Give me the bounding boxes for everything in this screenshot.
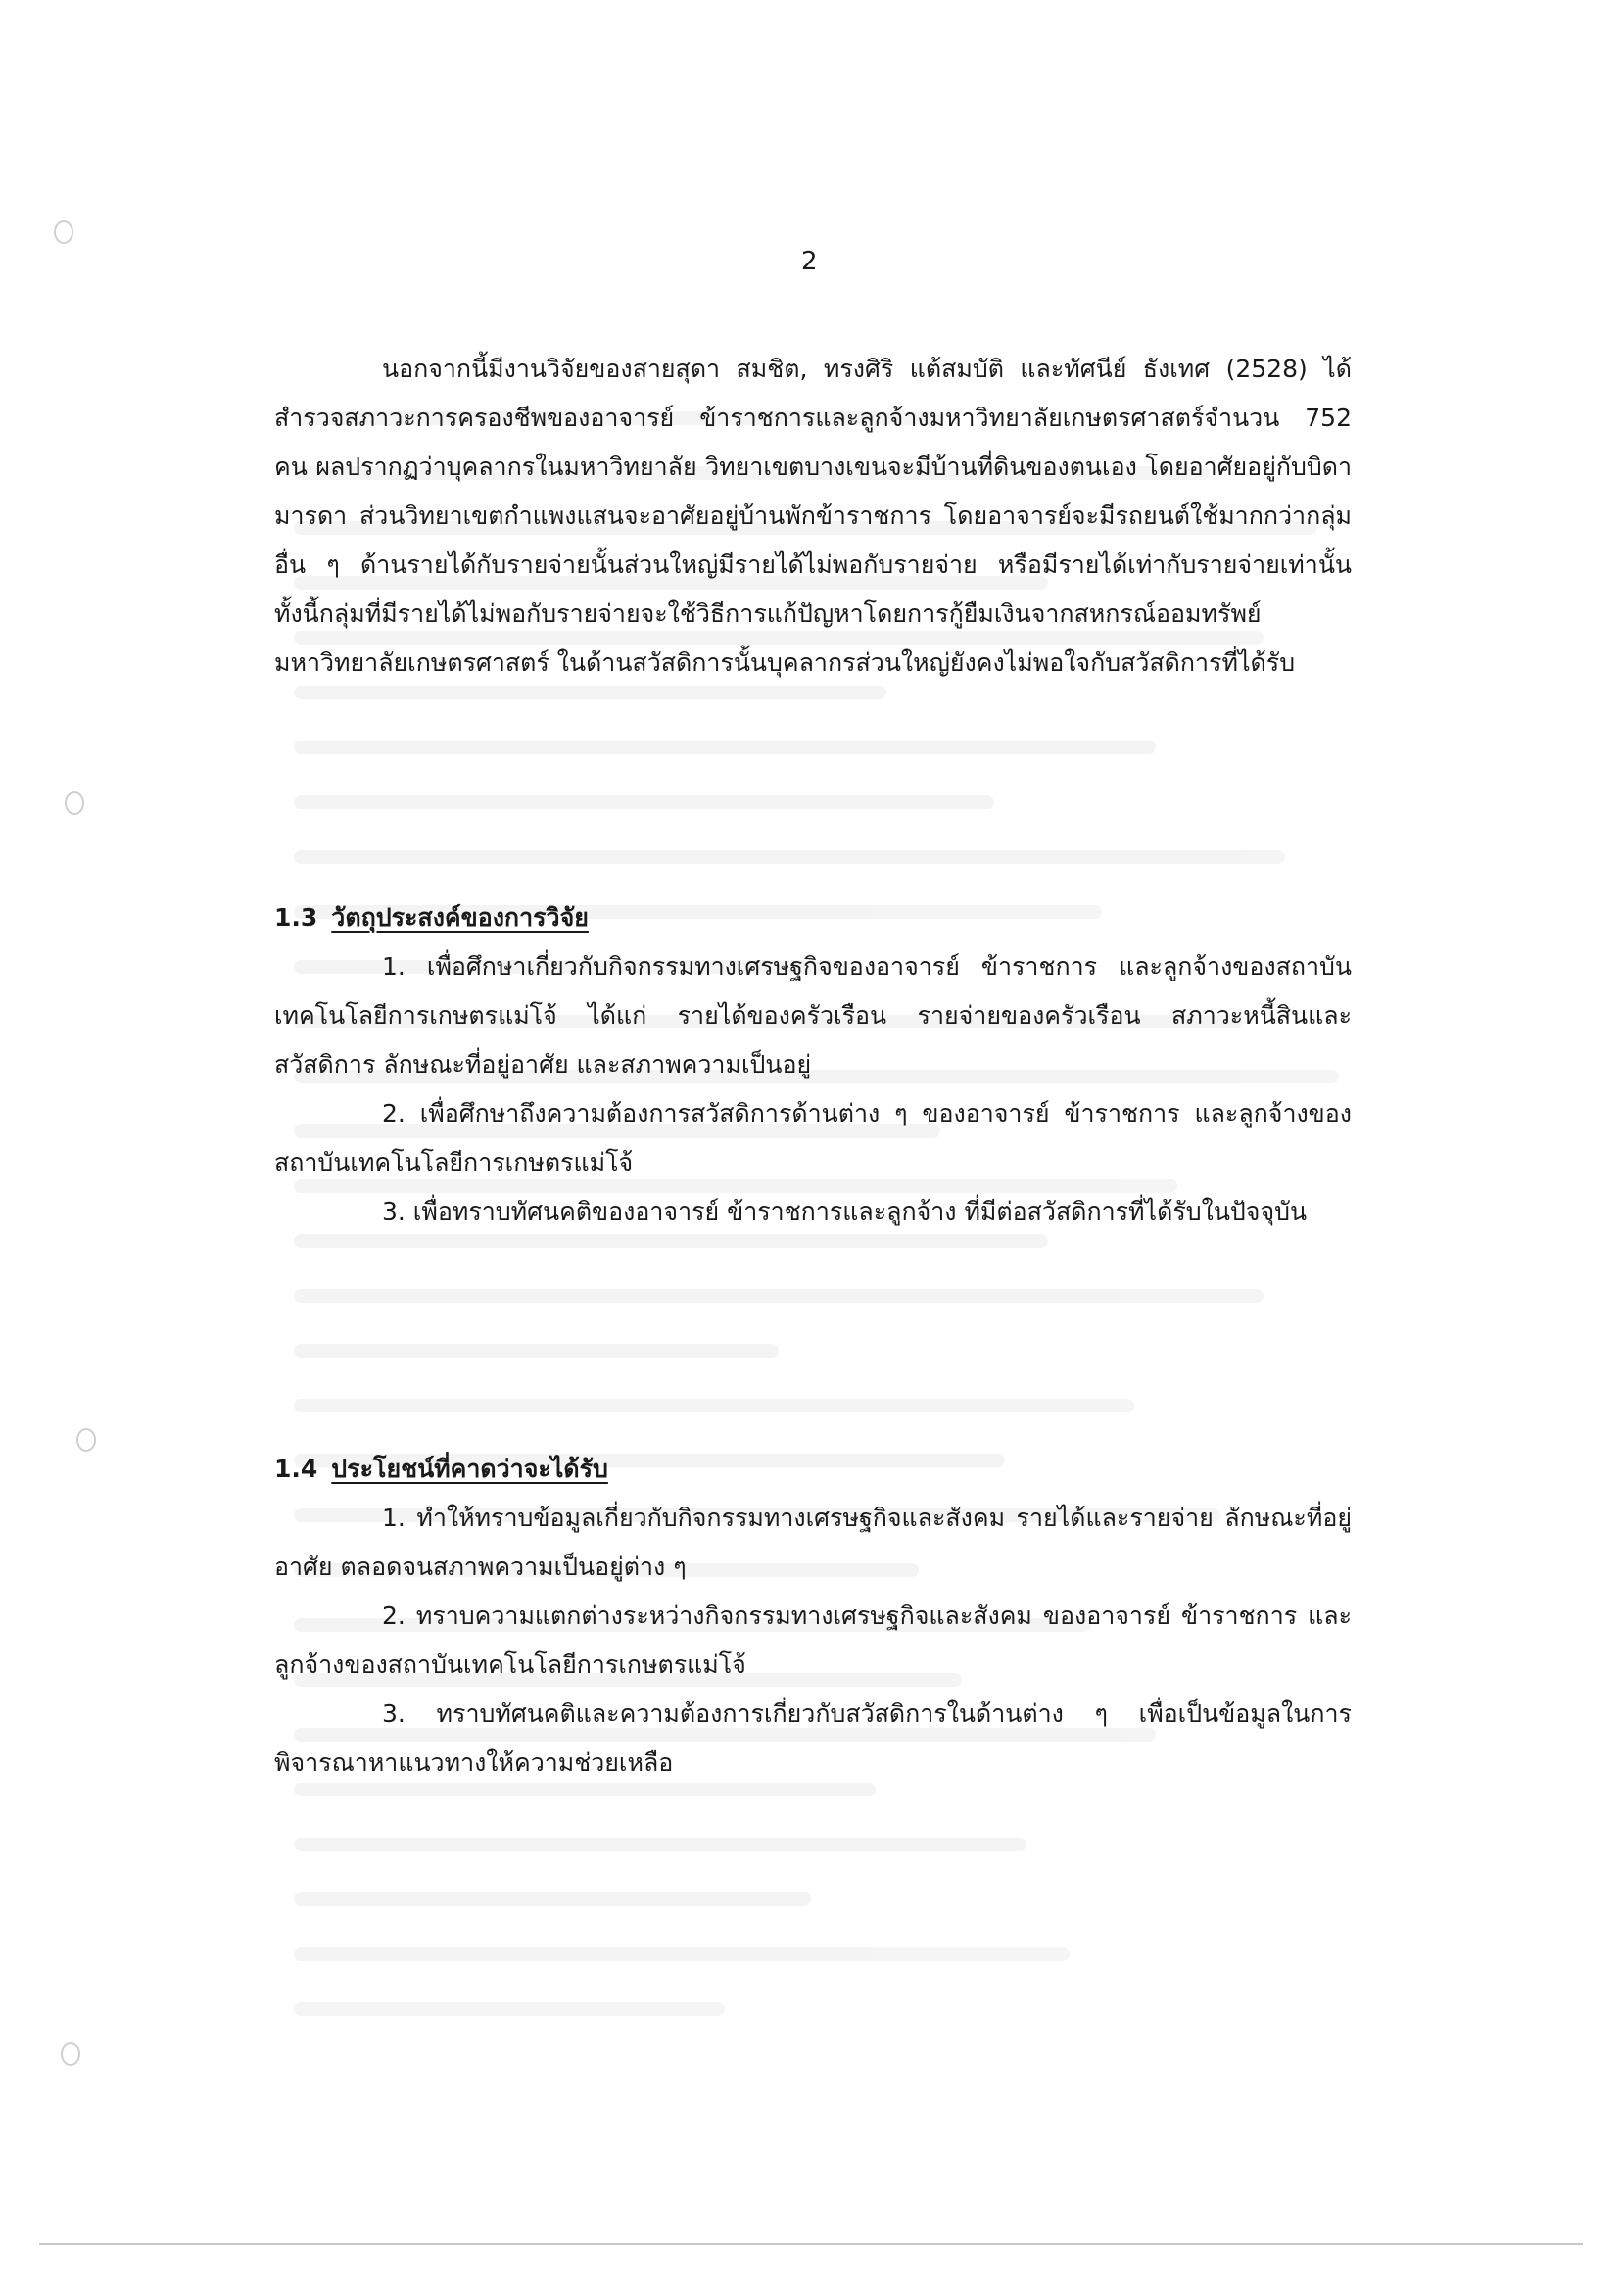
benefit-item: 2. ทราบความแตกต่างระหว่างกิจกรรมทางเศรษฐกิจและสังคม ของอาจารย์ ข้าราชการ และลูกจ้างของสถาบันเทคโนโลยีการเกษตรแม่โจ้ [274, 1602, 1352, 1679]
intro-paragraph: นอกจากนี้มีงานวิจัยของสายสุดา สมชิต, ทรงศิริ แต้สมบัติ และทัศนีย์ ธังเทศ (2528) ได้สำรวจสภาวะการครองชีพของอาจารย์ ข้าราชการและลูกจ้างมหาวิทยาลัยเกษตรศาสตร์จำนวน 752 คน ผลปรากฏว่าบุคลากรในมหาวิทยาลัย วิทยาเขตบางเขนจะมีบ้านที่ดินของตนเอง โดยอาศัยอยู่กับบิดามารดา ส่วนวิทยาเขตกำแพงแสนจะอาศัยอยู่บ้านพักข้าราชการ โดยอาจารย์จะมีรถยนต์ใช้มากกว่ากลุ่มอื่น ๆ ด้านรายได้กับรายจ่ายนั้นส่วนใหญ่มีรายได้ไม่พอกับรายจ่าย หรือมีรายได้เท่ากับรายจ่ายเท่านั้น ทั้งนี้กลุ่มที่มีรายได้ไม่พอกับรายจ่ายจะใช้วิธีการแก้ปัญหาโดยการกู้ยืมเงินจากสหกรณ์ออมทรัพย์มหาวิทยาลัยเกษตรศาสตร์ ในด้านสวัสดิการนั้นบุคลากรส่วนใหญ่ยังคงไม่พอใจกับสวัสดิการที่ได้รับ [274, 355, 1352, 677]
objective-item: 3. เพื่อทราบทัศนคติของอาจารย์ ข้าราชการและลูกจ้าง ที่มีต่อสวัสดิการที่ได้รับในปัจจุบัน [382, 1197, 1308, 1225]
objective-item: 2. เพื่อศึกษาถึงความต้องการสวัสดิการด้านต่าง ๆ ของอาจารย์ ข้าราชการ และลูกจ้างของสถาบันเทคโนโลยีการเกษตรแม่โจ้ [274, 1099, 1352, 1176]
punch-hole-mark [65, 791, 84, 815]
section-title: วัตถุประสงค์ของการวิจัย [331, 903, 589, 932]
punch-hole-mark [76, 1428, 96, 1452]
scan-edge-line [39, 2243, 1583, 2245]
benefit-item: 1. ทำให้ทราบข้อมูลเกี่ยวกับกิจกรรมทางเศรษฐกิจและสังคม รายได้และรายจ่าย ลักษณะที่อยู่อาศัย ตลอดจนสภาพความเป็นอยู่ต่าง ๆ [274, 1504, 1352, 1581]
section-title: ประโยชน์ที่คาดว่าจะได้รับ [331, 1455, 608, 1483]
section-objectives [274, 893, 1352, 1236]
intro-paragraph-block [274, 345, 1352, 688]
objective-item: 1. เพื่อศึกษาเกี่ยวกับกิจกรรมทางเศรษฐกิจของอาจารย์ ข้าราชการ และลูกจ้างของสถาบันเทคโนโลยีการเกษตรแม่โจ้ ได้แก่ รายได้ของครัวเรือน รายจ่ายของครัวเรือน สภาวะหนี้สินและสวัสดิการ ลักษณะที่อยู่อาศัย และสภาพความเป็นอยู่ [274, 952, 1352, 1078]
section-number: 1.3 [274, 903, 318, 932]
punch-hole-mark [61, 2042, 80, 2066]
section-number: 1.4 [274, 1455, 318, 1483]
punch-hole-mark [54, 220, 73, 244]
page-number: 2 [801, 247, 818, 276]
section-heading [274, 1445, 1352, 1494]
section-expected-benefits [274, 1445, 1352, 1788]
section-heading [274, 893, 1352, 942]
benefit-item: 3. ทราบทัศนคติและความต้องการเกี่ยวกับสวัสดิการในด้านต่าง ๆ เพื่อเป็นข้อมูลในการพิจารณาหาแนวทางให้ความช่วยเหลือ [274, 1699, 1352, 1777]
